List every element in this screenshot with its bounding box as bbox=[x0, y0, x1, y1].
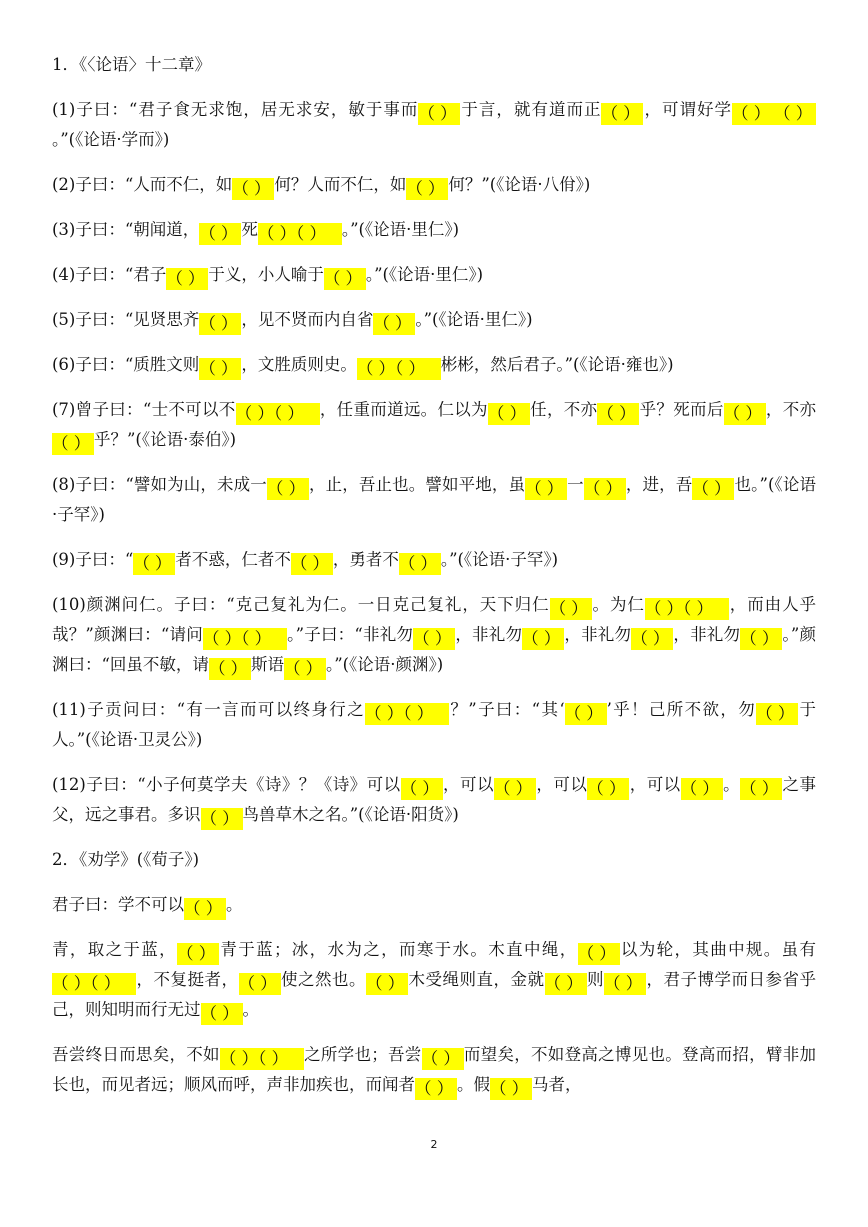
fill-in-blank[interactable]: （ ） bbox=[239, 973, 281, 995]
passage-text: 何？”(《论语·八佾》) bbox=[448, 175, 591, 194]
fill-in-blank[interactable]: （ ） bbox=[522, 628, 564, 650]
passage-paragraph bbox=[52, 305, 816, 335]
fill-in-blank[interactable]: （ ）（ ） bbox=[236, 403, 320, 425]
passage-text: 任，不亦 bbox=[529, 400, 598, 419]
fill-in-blank[interactable]: （ ）（ ） bbox=[645, 598, 729, 620]
fill-in-blank[interactable]: （ ） bbox=[565, 703, 607, 725]
passage-text: 者不惑，仁者不 bbox=[175, 550, 291, 569]
fill-in-blank[interactable]: （ ） bbox=[587, 778, 629, 800]
fill-in-blank[interactable]: （ ） bbox=[324, 268, 366, 290]
passage-text: (8)子曰：“譬如为山，未成一 bbox=[52, 475, 267, 494]
passage-text: 乎？死而后 bbox=[639, 400, 724, 419]
passage-paragraph bbox=[52, 890, 816, 920]
fill-in-blank[interactable]: （ ） bbox=[525, 478, 567, 500]
fill-in-blank[interactable]: （ ） bbox=[184, 898, 226, 920]
fill-in-blank[interactable]: （ ） bbox=[550, 598, 592, 620]
passage-text: ，非礼勿 bbox=[673, 625, 741, 644]
passage-paragraph bbox=[52, 545, 816, 575]
fill-in-blank[interactable]: （ ） bbox=[199, 358, 241, 380]
fill-in-blank[interactable]: （ ） bbox=[401, 778, 443, 800]
passage-text: 君子曰：学不可以 bbox=[52, 895, 184, 914]
passage-paragraph bbox=[52, 395, 816, 455]
passage-text: 何？人而不仁，如 bbox=[274, 175, 407, 194]
passage-paragraph bbox=[52, 95, 816, 155]
fill-in-blank[interactable]: （ ） bbox=[601, 103, 643, 125]
fill-in-blank[interactable]: （ ） bbox=[199, 313, 241, 335]
passage-text: 青，取之于蓝， bbox=[52, 940, 178, 959]
passage-text: 之所学也；吾尝 bbox=[303, 1045, 422, 1064]
passage-text: 于人。”(《论语·卫灵公》) bbox=[52, 700, 816, 749]
passage-text: (10)颜渊问仁。子曰：“克己复礼为仁。一日克己复礼，天下归仁 bbox=[52, 595, 550, 614]
document-body bbox=[52, 50, 816, 1115]
fill-in-blank[interactable]: （ ） bbox=[406, 178, 448, 200]
fill-in-blank[interactable]: （ ）（ ） bbox=[220, 1048, 304, 1070]
passage-text: 。”(《论语·子罕》) bbox=[440, 550, 559, 569]
passage-text: 。假 bbox=[457, 1075, 490, 1094]
passage-text: 则 bbox=[586, 970, 604, 989]
passage-text: (11)子贡问曰：“有一言而可以终身行之 bbox=[52, 700, 366, 719]
passage-text: 斯语 bbox=[250, 655, 284, 674]
fill-in-blank[interactable]: （ ） bbox=[201, 1003, 243, 1025]
passage-text: 也。”(《论语·子罕》) bbox=[52, 475, 817, 524]
fill-in-blank[interactable]: （ ） bbox=[413, 628, 455, 650]
fill-in-blank[interactable]: （ ） bbox=[52, 433, 94, 455]
fill-in-blank[interactable]: （ ） bbox=[422, 1048, 464, 1070]
passage-text: 于义，小人喻于 bbox=[208, 265, 324, 284]
passage-text: 于言，就有道而正 bbox=[460, 100, 602, 119]
fill-in-blank[interactable]: （ ） bbox=[291, 553, 333, 575]
passage-text: (3)子曰：“朝闻道， bbox=[52, 220, 200, 239]
fill-in-blank[interactable]: （ ）（ ） bbox=[357, 358, 441, 380]
fill-in-blank[interactable]: （ ）（ ） bbox=[52, 973, 136, 995]
section-heading bbox=[52, 845, 816, 875]
fill-in-blank[interactable]: （ ） bbox=[415, 1078, 457, 1100]
passage-text: 马者， bbox=[532, 1075, 582, 1094]
passage-text: 彬彬，然后君子。”(《论语·雍也》) bbox=[440, 355, 674, 374]
fill-in-blank[interactable]: （ ） bbox=[488, 403, 530, 425]
passage-text: ，不复挺者， bbox=[136, 970, 239, 989]
passage-text: 。”(《论语·里仁》) bbox=[341, 220, 460, 239]
passage-paragraph bbox=[52, 215, 816, 245]
passage-text: 木受绳则直，金就 bbox=[408, 970, 545, 989]
passage-text: 2．《劝学》(《荀子》) bbox=[52, 850, 200, 869]
passage-text: 吾尝终日而思矣，不如 bbox=[52, 1045, 220, 1064]
passage-text: 。”颜渊曰：“回虽不敏，请 bbox=[52, 625, 817, 674]
passage-text: (4)子曰：“君子 bbox=[52, 265, 167, 284]
passage-text: 死 bbox=[241, 220, 258, 239]
passage-text: 。为仁 bbox=[591, 595, 645, 614]
fill-in-blank[interactable]: （ ） bbox=[631, 628, 673, 650]
passage-paragraph bbox=[52, 170, 816, 200]
passage-text: 。”(《论语·颜渊》) bbox=[325, 655, 444, 674]
passage-text: ，文胜质则史。 bbox=[241, 355, 357, 374]
passage-text: 一 bbox=[567, 475, 584, 494]
passage-text: 鸟兽草木之名。”(《论语·阳货》) bbox=[242, 805, 459, 824]
passage-paragraph bbox=[52, 590, 816, 680]
fill-in-blank[interactable]: （ ） bbox=[373, 313, 415, 335]
fill-in-blank[interactable]: （ ） bbox=[584, 478, 626, 500]
passage-text: ，可以 bbox=[629, 775, 681, 794]
fill-in-blank[interactable]: （ ） bbox=[578, 943, 620, 965]
passage-paragraph bbox=[52, 350, 816, 380]
passage-text: 以为轮，其曲中规。虽有 bbox=[619, 940, 817, 959]
fill-in-blank[interactable]: （ ） bbox=[681, 778, 723, 800]
fill-in-blank[interactable]: （ ） bbox=[267, 478, 309, 500]
passage-text: 1．《〈论语〉十二章》 bbox=[52, 55, 211, 74]
fill-in-blank[interactable]: （ ）（ ） bbox=[203, 628, 287, 650]
fill-in-blank[interactable]: （ ）（ ） bbox=[258, 223, 342, 245]
passage-text: ，可以 bbox=[442, 775, 494, 794]
page-number: 2 bbox=[430, 1138, 438, 1151]
passage-text: 。 bbox=[242, 1000, 259, 1019]
fill-in-blank[interactable]: （ ） bbox=[692, 478, 734, 500]
passage-text: ，而由人乎哉？”颜渊曰：“请问 bbox=[52, 595, 816, 644]
passage-text: ，非礼勿 bbox=[564, 625, 632, 644]
passage-text: 之事父，远之事君。多识 bbox=[52, 775, 817, 824]
fill-in-blank[interactable]: （ ） bbox=[597, 403, 639, 425]
fill-in-blank[interactable]: （ ） bbox=[399, 553, 441, 575]
passage-text: (5)子曰：“见贤思齐 bbox=[52, 310, 200, 329]
passage-text: ，勇者不 bbox=[332, 550, 399, 569]
fill-in-blank[interactable]: （ ） bbox=[774, 103, 816, 125]
fill-in-blank[interactable]: （ ） bbox=[756, 703, 798, 725]
passage-text: ？”子曰：“其‘ bbox=[449, 700, 565, 719]
passage-text: 乎？”(《论语·泰伯》) bbox=[94, 430, 237, 449]
passage-text: (7)曾子曰：“士不可以不 bbox=[52, 400, 236, 419]
passage-text: 青于蓝；冰，水为之，而寒于水。木直中绳， bbox=[219, 940, 578, 959]
passage-text: (12)子曰：“小子何莫学夫《诗》？《诗》可以 bbox=[52, 775, 401, 794]
fill-in-blank[interactable]: （ ） bbox=[201, 808, 243, 830]
passage-paragraph bbox=[52, 1040, 816, 1100]
fill-in-blank[interactable]: （ ） bbox=[740, 778, 782, 800]
fill-in-blank[interactable]: （ ） bbox=[724, 403, 766, 425]
fill-in-blank[interactable]: （ ） bbox=[133, 553, 175, 575]
passage-text: (1)子曰：“君子食无求饱，居无求安，敏于事而 bbox=[52, 100, 419, 119]
passage-paragraph bbox=[52, 470, 816, 530]
passage-paragraph bbox=[52, 935, 816, 1025]
passage-text: 。 bbox=[226, 895, 243, 914]
fill-in-blank[interactable]: （ ） bbox=[545, 973, 587, 995]
passage-text: (9)子曰：“ bbox=[52, 550, 134, 569]
passage-text: ，见不贤而内自省 bbox=[241, 310, 374, 329]
passage-text: 。”(《论语·学而》) bbox=[52, 130, 170, 149]
fill-in-blank[interactable]: （ ） bbox=[732, 103, 774, 125]
fill-in-blank[interactable]: （ ）（ ） bbox=[365, 703, 449, 725]
passage-text: (6)子曰：“质胜文则 bbox=[52, 355, 200, 374]
passage-paragraph bbox=[52, 770, 816, 830]
passage-text: ，君子博学而日参省乎己，则知明而行无过 bbox=[52, 970, 816, 1019]
passage-paragraph bbox=[52, 695, 816, 755]
fill-in-blank[interactable]: （ ） bbox=[366, 973, 408, 995]
fill-in-blank[interactable]: （ ） bbox=[199, 223, 241, 245]
fill-in-blank[interactable]: （ ） bbox=[494, 778, 536, 800]
fill-in-blank[interactable]: （ ） bbox=[232, 178, 274, 200]
passage-paragraph bbox=[52, 260, 816, 290]
fill-in-blank[interactable]: （ ） bbox=[177, 943, 219, 965]
passage-text: ，止，吾止也。譬如平地，虽 bbox=[308, 475, 526, 494]
passage-text: (2)子曰：“人而不仁，如 bbox=[52, 175, 233, 194]
section-heading bbox=[52, 50, 816, 80]
passage-text: 。”(《论语·里仁》) bbox=[415, 310, 533, 329]
passage-text: 使之然也。 bbox=[280, 970, 366, 989]
fill-in-blank[interactable]: （ ） bbox=[166, 268, 208, 290]
passage-text: ，任重而道远。仁以为 bbox=[319, 400, 488, 419]
passage-text: ’乎！己所不欲，勿 bbox=[606, 700, 757, 719]
passage-text: ，进，吾 bbox=[625, 475, 693, 494]
passage-text: ，可以 bbox=[535, 775, 588, 794]
fill-in-blank[interactable]: （ ） bbox=[209, 658, 251, 680]
passage-text: 而望矣，不如登高之博见也。登高而招，臂非加长也，而见者远；顺风而呼，声非加疾也，而闻者 bbox=[52, 1045, 817, 1094]
fill-in-blank[interactable]: （ ） bbox=[284, 658, 326, 680]
fill-in-blank[interactable]: （ ） bbox=[604, 973, 646, 995]
passage-text: 。”子曰：“非礼勿 bbox=[286, 625, 414, 644]
passage-text: ，不亦 bbox=[765, 400, 816, 419]
passage-text: 。”(《论语·里仁》) bbox=[365, 265, 484, 284]
fill-in-blank[interactable]: （ ） bbox=[418, 103, 460, 125]
fill-in-blank[interactable]: （ ） bbox=[740, 628, 782, 650]
passage-text: ，可谓好学 bbox=[643, 100, 733, 119]
passage-text: 。 bbox=[722, 775, 741, 794]
fill-in-blank[interactable]: （ ） bbox=[490, 1078, 532, 1100]
passage-text: ，非礼勿 bbox=[455, 625, 523, 644]
